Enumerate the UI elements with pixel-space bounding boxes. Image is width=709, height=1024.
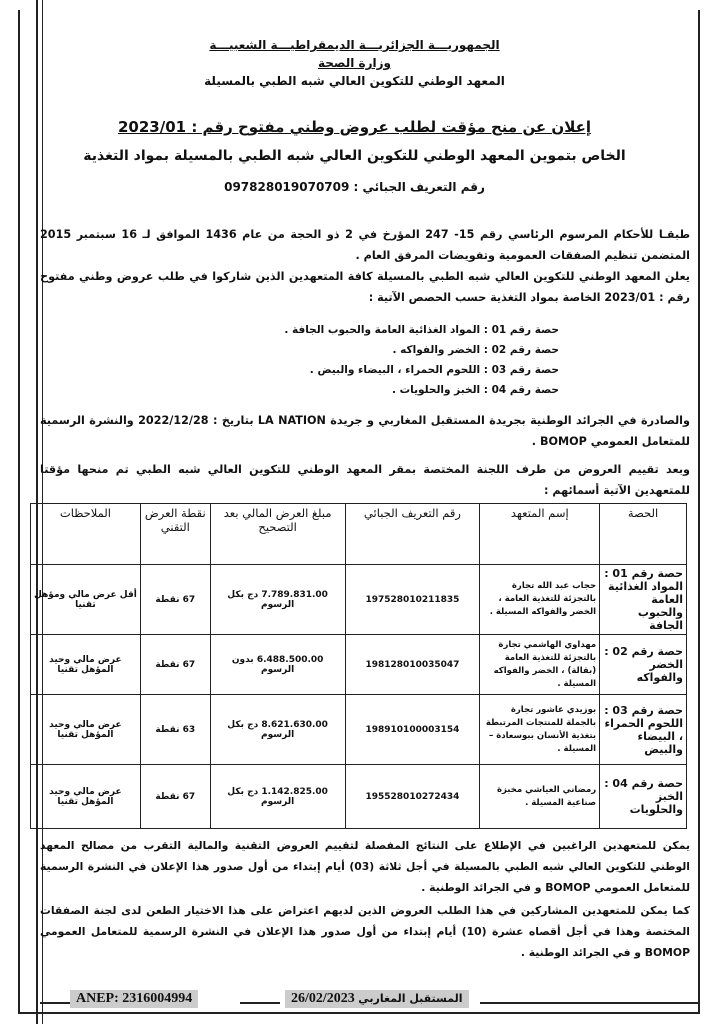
cell-lot: حصة رقم 03 : اللحوم الحمراء ، البيضاء والبيض: [600, 695, 687, 765]
newspaper-name: المستقبل المغاربي: [358, 992, 463, 1005]
divider: [480, 1002, 698, 1004]
lot-item: حصة رقم 01 : المواد الغذائية العامة والحبوب الجافة .: [284, 324, 559, 336]
lot-item: حصة رقم 02 : الخضر والفواكه .: [392, 344, 559, 356]
paragraph-appeal: كما يمكن للمتعهدين المشاركين في هذا الطلب العروض الذين لديهم اعتراض على هذا الاختيار الطعن لدى لجنة الصفقات المختصة وهذا في أجل أقصاه عشرة (10) أيام إبتداء من أول صدور هذا الإعلان في النشرة الرسمية للمتعامل العمومي BOMOP و في الجرائد الوطنية .: [40, 904, 690, 959]
col-notes: الملاحظات: [31, 504, 141, 565]
cell-score: 67 نقطة: [140, 635, 210, 695]
paragraph-evaluation: وبعد تقييم العروض من طرف اللجنة المختصة بمقر المعهد الوطني للتكوين العالي شبه الطبي تم منحها مؤقتا للمتعهدين الآتية أسمائهم :: [40, 463, 690, 497]
cell-amount: 1.142.825.00 دج بكل الرسوم: [210, 765, 345, 829]
cell-notes: أقل عرض مالي ومؤهل تقنيا: [31, 565, 141, 635]
cell-tax-id: 198910100003154: [345, 695, 480, 765]
cell-bidder: مهداوي الهاشمي تجارة بالتجزئة للتغذية العامة (بقالة) ، الخضر والفواكه المسيلة .: [480, 635, 600, 695]
col-bidder: إسم المتعهد: [480, 504, 600, 565]
cell-amount: 6.488.500.00 بدون الرسوم: [210, 635, 345, 695]
header-ministry: وزارة الصحة: [317, 56, 392, 70]
lot-item: حصة رقم 03 : اللحوم الحمراء ، البيضاء والبيض .: [309, 364, 559, 376]
paragraph-results-access: يمكن للمتعهدين الراغبين في الإطلاع على النتائج المفصلة لتقييم العروض التقنية والمالية التقرب من مصالح المعهد الوطني للتكوين العالي شبه الطبي بالمسيلة في أجل ثلاثة (03) أيام إبتداء من أول صدور هذا الإعلان في النشرة الرسمية للمتعامل العمومي BOMOP و في الجرائد الوطنية .: [40, 839, 690, 894]
cell-lot: حصة رقم 01 : المواد الغذائية العامة والحبوب الجافة: [600, 565, 687, 635]
cell-score: 67 نقطة: [140, 765, 210, 829]
cell-score: 67 نقطة: [140, 565, 210, 635]
awards-table: [30, 503, 687, 829]
cell-bidder: بوزيدي عاشور تجارة بالجملة للمنتجات المرتبطة بتغذية الأنسان ببوسعادة – المسيلة .: [480, 695, 600, 765]
announcement-subtitle: الخاص بتموين المعهد الوطني للتكوين العالي شبه الطبي بالمسيلة بمواد التغذية: [83, 148, 626, 164]
paragraph-legal-basis: طبقـا للأحكام المرسوم الرئاسي رقم 15- 247 المؤرخ في 2 ذو الحجة من عام 1436 الموافق لـ 16 سبتمبر 2015 المتضمن تنظيم الصفقات العمومية وتفويضات المرفق العام .: [40, 228, 690, 262]
publication-info: [285, 990, 469, 1008]
table-row: [31, 565, 687, 635]
table-row: [31, 635, 687, 695]
col-tax-id: رقم التعريف الجبائي: [345, 504, 480, 565]
table-row: [31, 765, 687, 829]
lot-item: حصة رقم 04 : الخبز والحلويات .: [391, 384, 559, 396]
table-header-row: [31, 504, 687, 565]
cell-tax-id: 197528010211835: [345, 565, 480, 635]
col-tech-score: نقطة العرض التقني: [140, 504, 210, 565]
publication-date: 26/02/2023: [291, 991, 355, 1006]
paragraph-announcement: يعلن المعهد الوطني للتكوين العالي شبه الطبي بالمسيلة كافة المتعهدين الذين شاركوا في طلب عروض وطني مفتوح رقم : 2023/01 الخاصة بمواد التغذية حسب الحصص الآتية :: [40, 270, 690, 304]
cell-amount: 7.789.831.00 دج بكل الرسوم: [210, 565, 345, 635]
anep-number: ANEP: 2316004994: [70, 990, 198, 1008]
table-row: [31, 695, 687, 765]
cell-bidder: حجاب عبد الله تجارة بالتجزئة للتغذية العامة ، الخضر والفواكه المسيلة .: [480, 565, 600, 635]
cell-notes: عرض مالي وحيد المؤهل تقنيا: [31, 765, 141, 829]
cell-lot: حصة رقم 04 : الخبز والحلويات: [600, 765, 687, 829]
footer: [40, 990, 700, 1010]
cell-notes: عرض مالي وحيد المؤهل تقنيا: [31, 695, 141, 765]
cell-tax-id: 195528010272434: [345, 765, 480, 829]
cell-score: 63 نقطة: [140, 695, 210, 765]
col-lot: الحصة: [600, 504, 687, 565]
cell-bidder: رمضاني العياشي مخبزة صناعية المسيلة .: [480, 765, 600, 829]
divider: [40, 1002, 70, 1004]
header-republic: الجمهوريـــة الجزائريـــة الديمقراطيـــة الشعبيـــة: [209, 38, 500, 52]
announcement-title: إعلان عن منح مؤقت لطلب عروض وطني مفتوح رقم : 2023/01: [118, 118, 591, 136]
col-amount: مبلغ العرض المالي بعد التصحيح: [210, 504, 345, 565]
header: [0, 36, 709, 90]
paragraph-publication: والصادرة في الجرائد الوطنية بجريدة المستقبل المغاربي و جريدة LA NATION بتاريخ : 2022/12/28 والنشرة الرسمية للمتعامل العمومي BOMOP .: [40, 414, 690, 448]
lots-list: [284, 320, 559, 400]
divider: [240, 1002, 280, 1004]
header-institute: المعهد الوطني للتكوين العالي شبه الطبي بالمسيلة: [204, 74, 505, 88]
cell-lot: حصة رقم 02 : الخضر والفواكه: [600, 635, 687, 695]
cell-amount: 8.621.630.00 دج بكل الرسوم: [210, 695, 345, 765]
cell-notes: عرض مالي وحيد المؤهل تقنيا: [31, 635, 141, 695]
tax-id: رقم التعريف الجبائي : 097828019070709: [224, 180, 485, 194]
cell-tax-id: 198128010035047: [345, 635, 480, 695]
